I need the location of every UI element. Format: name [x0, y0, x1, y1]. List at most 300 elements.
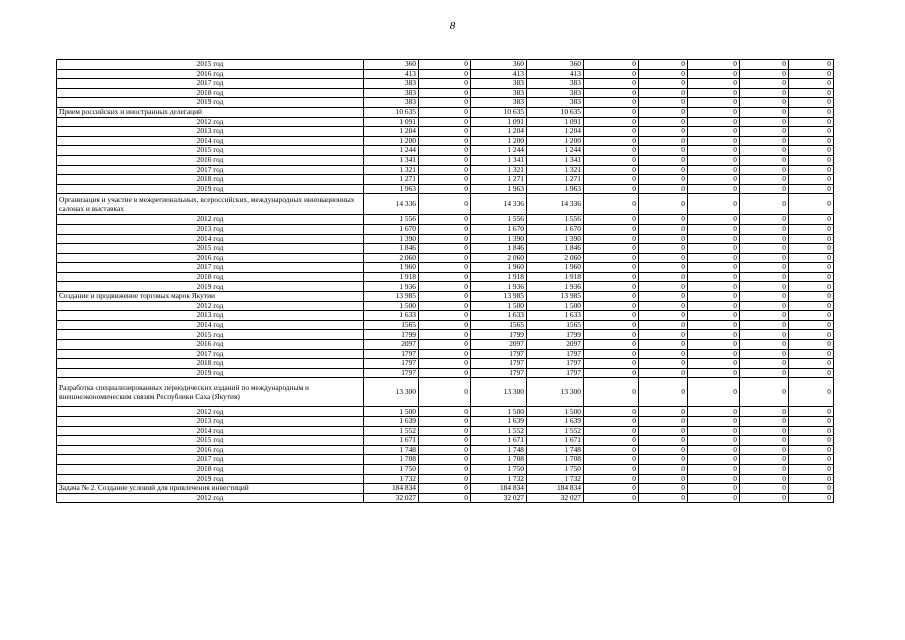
value-cell: 1 963 — [364, 184, 419, 194]
value-cell: 0 — [639, 234, 688, 244]
value-cell: 0 — [688, 272, 740, 282]
value-cell: 1797 — [527, 349, 584, 359]
value-cell: 1 960 — [364, 263, 419, 273]
value-cell: 0 — [639, 127, 688, 137]
value-cell: 184 834 — [364, 484, 419, 494]
value-cell: 0 — [584, 253, 639, 263]
value-cell: 0 — [740, 426, 789, 436]
value-cell: 383 — [364, 88, 419, 98]
value-cell: 1 244 — [527, 146, 584, 156]
year-label: 2013 год — [57, 417, 364, 427]
value-cell: 0 — [740, 272, 789, 282]
section-title: Прием российских и иностранных делегаций — [57, 107, 364, 117]
value-cell: 0 — [789, 417, 834, 427]
value-cell: 0 — [789, 155, 834, 165]
year-label: 2016 год — [57, 69, 364, 79]
value-cell: 1797 — [364, 359, 419, 369]
value-cell: 0 — [688, 69, 740, 79]
value-cell: 0 — [639, 194, 688, 215]
value-cell: 1 963 — [527, 184, 584, 194]
value-cell: 1 556 — [527, 215, 584, 225]
value-cell: 0 — [789, 194, 834, 215]
value-cell: 360 — [364, 60, 419, 70]
value-cell: 1 708 — [364, 455, 419, 465]
value-cell: 32 027 — [364, 493, 419, 503]
value-cell: 0 — [584, 407, 639, 417]
year-label: 2018 год — [57, 272, 364, 282]
value-cell: 0 — [688, 224, 740, 234]
value-cell: 0 — [419, 184, 471, 194]
value-cell: 0 — [639, 282, 688, 292]
value-cell: 0 — [419, 368, 471, 378]
year-label: 2012 год — [57, 301, 364, 311]
value-cell: 1 918 — [527, 272, 584, 282]
value-cell: 14 336 — [364, 194, 419, 215]
value-cell: 0 — [639, 301, 688, 311]
value-cell: 0 — [789, 320, 834, 330]
value-cell: 1 271 — [527, 175, 584, 185]
value-cell: 1 500 — [364, 301, 419, 311]
value-cell: 1 204 — [527, 127, 584, 137]
value-cell: 0 — [688, 301, 740, 311]
value-cell: 1 670 — [364, 224, 419, 234]
value-cell: 1 341 — [364, 155, 419, 165]
year-label: 2018 год — [57, 175, 364, 185]
year-label: 2015 год — [57, 60, 364, 70]
value-cell: 0 — [740, 407, 789, 417]
value-cell: 0 — [419, 493, 471, 503]
table-row-year — [57, 359, 834, 369]
value-cell: 184 834 — [471, 484, 527, 494]
value-cell: 0 — [740, 359, 789, 369]
value-cell: 0 — [584, 436, 639, 446]
value-cell: 0 — [419, 136, 471, 146]
value-cell: 0 — [688, 165, 740, 175]
value-cell: 1799 — [527, 330, 584, 340]
value-cell: 13 985 — [364, 292, 419, 302]
value-cell: 0 — [639, 407, 688, 417]
value-cell: 0 — [688, 359, 740, 369]
value-cell: 0 — [419, 127, 471, 137]
value-cell: 0 — [584, 107, 639, 117]
value-cell: 10 635 — [364, 107, 419, 117]
value-cell: 0 — [688, 349, 740, 359]
value-cell: 0 — [584, 194, 639, 215]
value-cell: 1 500 — [527, 407, 584, 417]
value-cell: 0 — [740, 60, 789, 70]
value-cell: 0 — [584, 175, 639, 185]
value-cell: 0 — [789, 378, 834, 407]
value-cell: 2 060 — [364, 253, 419, 263]
value-cell: 0 — [639, 417, 688, 427]
value-cell: 2097 — [527, 340, 584, 350]
value-cell: 0 — [584, 330, 639, 340]
value-cell: 0 — [789, 127, 834, 137]
value-cell: 0 — [584, 282, 639, 292]
table-row-year — [57, 184, 834, 194]
table-row-year — [57, 417, 834, 427]
value-cell: 1797 — [471, 359, 527, 369]
value-cell: 0 — [740, 301, 789, 311]
value-cell: 0 — [639, 60, 688, 70]
value-cell: 1 633 — [471, 311, 527, 321]
value-cell: 0 — [419, 464, 471, 474]
value-cell: 0 — [789, 263, 834, 273]
value-cell: 0 — [584, 155, 639, 165]
value-cell: 1 732 — [364, 474, 419, 484]
value-cell: 0 — [639, 253, 688, 263]
value-cell: 1 671 — [471, 436, 527, 446]
value-cell: 0 — [639, 244, 688, 254]
value-cell: 0 — [584, 493, 639, 503]
value-cell: 1797 — [364, 368, 419, 378]
value-cell: 0 — [688, 340, 740, 350]
value-cell: 1 748 — [471, 445, 527, 455]
value-cell: 0 — [639, 349, 688, 359]
value-cell: 0 — [639, 340, 688, 350]
value-cell: 0 — [584, 215, 639, 225]
value-cell: 0 — [789, 426, 834, 436]
value-cell: 0 — [688, 378, 740, 407]
value-cell: 0 — [419, 155, 471, 165]
value-cell: 0 — [584, 79, 639, 89]
value-cell: 0 — [419, 244, 471, 254]
value-cell: 0 — [419, 194, 471, 215]
value-cell: 0 — [789, 301, 834, 311]
value-cell: 0 — [740, 349, 789, 359]
table-row-year — [57, 407, 834, 417]
table-row-year — [57, 272, 834, 282]
value-cell: 14 336 — [527, 194, 584, 215]
value-cell: 0 — [789, 282, 834, 292]
year-label: 2012 год — [57, 117, 364, 127]
value-cell: 13 985 — [471, 292, 527, 302]
value-cell: 0 — [688, 330, 740, 340]
table-row-year — [57, 165, 834, 175]
year-label: 2014 год — [57, 136, 364, 146]
value-cell: 0 — [789, 244, 834, 254]
table-row-section — [57, 292, 834, 302]
value-cell: 0 — [740, 445, 789, 455]
value-cell: 0 — [688, 474, 740, 484]
value-cell: 1 936 — [364, 282, 419, 292]
section-title: Разработка специализированных периодических изданий по международным и внешнеэкономическим связям Республики Саха (Якутия) — [57, 378, 364, 407]
value-cell: 0 — [789, 359, 834, 369]
value-cell: 0 — [688, 407, 740, 417]
value-cell: 0 — [740, 155, 789, 165]
value-cell: 0 — [688, 368, 740, 378]
value-cell: 0 — [688, 282, 740, 292]
year-label: 2017 год — [57, 263, 364, 273]
value-cell: 1 500 — [471, 407, 527, 417]
value-cell: 0 — [740, 455, 789, 465]
value-cell: 383 — [471, 98, 527, 108]
value-cell: 2 060 — [471, 253, 527, 263]
value-cell: 0 — [688, 107, 740, 117]
table-row-year — [57, 340, 834, 350]
value-cell: 0 — [419, 311, 471, 321]
value-cell: 0 — [740, 107, 789, 117]
value-cell: 0 — [639, 436, 688, 446]
value-cell: 0 — [688, 60, 740, 70]
value-cell: 0 — [688, 244, 740, 254]
value-cell: 0 — [584, 117, 639, 127]
value-cell: 1 500 — [364, 407, 419, 417]
value-cell: 0 — [789, 484, 834, 494]
value-cell: 1 271 — [471, 175, 527, 185]
table-row-year — [57, 426, 834, 436]
value-cell: 0 — [639, 474, 688, 484]
value-cell: 0 — [584, 263, 639, 273]
value-cell: 0 — [789, 136, 834, 146]
value-cell: 0 — [419, 79, 471, 89]
value-cell: 0 — [584, 127, 639, 137]
value-cell: 0 — [639, 426, 688, 436]
value-cell: 0 — [419, 98, 471, 108]
table-row-year — [57, 464, 834, 474]
table-row-year — [57, 98, 834, 108]
value-cell: 0 — [639, 155, 688, 165]
value-cell: 0 — [639, 263, 688, 273]
year-label: 2015 год — [57, 244, 364, 254]
value-cell: 0 — [584, 60, 639, 70]
value-cell: 383 — [364, 98, 419, 108]
value-cell: 1 500 — [527, 301, 584, 311]
value-cell: 0 — [639, 320, 688, 330]
value-cell: 0 — [789, 88, 834, 98]
value-cell: 383 — [471, 79, 527, 89]
value-cell: 360 — [527, 60, 584, 70]
value-cell: 0 — [688, 311, 740, 321]
value-cell: 0 — [584, 184, 639, 194]
value-cell: 0 — [419, 146, 471, 156]
table-row-year — [57, 234, 834, 244]
value-cell: 1 091 — [364, 117, 419, 127]
value-cell: 413 — [471, 69, 527, 79]
value-cell: 383 — [471, 88, 527, 98]
table-row-year — [57, 253, 834, 263]
value-cell: 0 — [639, 107, 688, 117]
year-label: 2014 год — [57, 426, 364, 436]
year-label: 2014 год — [57, 234, 364, 244]
value-cell: 0 — [639, 88, 688, 98]
value-cell: 0 — [789, 349, 834, 359]
value-cell: 0 — [688, 88, 740, 98]
table-body — [57, 60, 834, 503]
year-label: 2012 год — [57, 493, 364, 503]
value-cell: 0 — [419, 224, 471, 234]
value-cell: 1565 — [471, 320, 527, 330]
table-row-year — [57, 474, 834, 484]
value-cell: 0 — [740, 136, 789, 146]
section-title: Задача № 2. Создание условий для привлечения инвестиций — [57, 484, 364, 494]
value-cell: 0 — [740, 234, 789, 244]
value-cell: 383 — [527, 79, 584, 89]
value-cell: 0 — [789, 234, 834, 244]
value-cell: 0 — [688, 136, 740, 146]
table-row-year — [57, 455, 834, 465]
value-cell: 0 — [419, 330, 471, 340]
value-cell: 0 — [688, 155, 740, 165]
year-label: 2016 год — [57, 253, 364, 263]
value-cell: 0 — [639, 455, 688, 465]
value-cell: 1797 — [364, 349, 419, 359]
value-cell: 0 — [789, 493, 834, 503]
value-cell: 413 — [527, 69, 584, 79]
value-cell: 0 — [789, 445, 834, 455]
value-cell: 0 — [789, 117, 834, 127]
value-cell: 0 — [584, 272, 639, 282]
value-cell: 0 — [419, 165, 471, 175]
value-cell: 1 748 — [364, 445, 419, 455]
table-row-year — [57, 117, 834, 127]
section-title: Организация и участие в межрегиональных, всероссийских, международных инновационных салонах и выставках — [57, 194, 364, 215]
value-cell: 0 — [584, 445, 639, 455]
value-cell: 1 960 — [527, 263, 584, 273]
value-cell: 2 060 — [527, 253, 584, 263]
table-row-year — [57, 349, 834, 359]
value-cell: 1 708 — [527, 455, 584, 465]
value-cell: 0 — [789, 272, 834, 282]
table-row-year — [57, 244, 834, 254]
value-cell: 0 — [639, 98, 688, 108]
value-cell: 0 — [688, 445, 740, 455]
value-cell: 1 341 — [471, 155, 527, 165]
value-cell: 1 750 — [471, 464, 527, 474]
value-cell: 1 633 — [527, 311, 584, 321]
value-cell: 14 336 — [471, 194, 527, 215]
value-cell: 1 244 — [364, 146, 419, 156]
value-cell: 1 846 — [527, 244, 584, 254]
year-label: 2012 год — [57, 215, 364, 225]
table-row-year — [57, 436, 834, 446]
value-cell: 0 — [688, 117, 740, 127]
value-cell: 0 — [789, 107, 834, 117]
value-cell: 1 750 — [364, 464, 419, 474]
value-cell: 0 — [740, 175, 789, 185]
table-row-year — [57, 155, 834, 165]
value-cell: 1 671 — [527, 436, 584, 446]
value-cell: 0 — [740, 263, 789, 273]
year-label: 2017 год — [57, 455, 364, 465]
year-label: 2018 год — [57, 464, 364, 474]
value-cell: 0 — [419, 292, 471, 302]
value-cell: 0 — [789, 292, 834, 302]
value-cell: 0 — [688, 320, 740, 330]
value-cell: 0 — [584, 368, 639, 378]
value-cell: 0 — [688, 292, 740, 302]
value-cell: 1 556 — [364, 215, 419, 225]
value-cell: 1 204 — [471, 127, 527, 137]
value-cell: 0 — [740, 117, 789, 127]
value-cell: 0 — [740, 69, 789, 79]
value-cell: 32 027 — [471, 493, 527, 503]
value-cell: 0 — [419, 117, 471, 127]
value-cell: 0 — [740, 253, 789, 263]
value-cell: 1565 — [364, 320, 419, 330]
value-cell: 1 960 — [471, 263, 527, 273]
value-cell: 10 635 — [527, 107, 584, 117]
value-cell: 1 846 — [471, 244, 527, 254]
table-row-year — [57, 60, 834, 70]
value-cell: 0 — [688, 263, 740, 273]
value-cell: 0 — [584, 455, 639, 465]
year-label: 2013 год — [57, 224, 364, 234]
value-cell: 1 552 — [364, 426, 419, 436]
table-row-year — [57, 224, 834, 234]
value-cell: 0 — [419, 417, 471, 427]
table-row-year — [57, 330, 834, 340]
value-cell: 0 — [639, 146, 688, 156]
value-cell: 0 — [419, 378, 471, 407]
value-cell: 0 — [688, 127, 740, 137]
value-cell: 0 — [639, 79, 688, 89]
value-cell: 0 — [639, 464, 688, 474]
table-row-year — [57, 79, 834, 89]
value-cell: 1 341 — [527, 155, 584, 165]
table-row-year — [57, 263, 834, 273]
value-cell: 1797 — [527, 368, 584, 378]
value-cell: 0 — [639, 311, 688, 321]
value-cell: 1 556 — [471, 215, 527, 225]
value-cell: 383 — [527, 88, 584, 98]
table-row-year — [57, 493, 834, 503]
value-cell: 0 — [419, 455, 471, 465]
value-cell: 0 — [419, 215, 471, 225]
value-cell: 0 — [688, 426, 740, 436]
table-row-year — [57, 311, 834, 321]
value-cell: 1 670 — [471, 224, 527, 234]
value-cell: 0 — [740, 79, 789, 89]
value-cell: 13 300 — [364, 378, 419, 407]
page-number: 8 — [449, 20, 456, 32]
value-cell: 0 — [789, 69, 834, 79]
value-cell: 1 846 — [364, 244, 419, 254]
value-cell: 0 — [789, 253, 834, 263]
value-cell: 0 — [789, 146, 834, 156]
value-cell: 0 — [419, 340, 471, 350]
year-label: 2018 год — [57, 88, 364, 98]
value-cell: 1 708 — [471, 455, 527, 465]
value-cell: 32 027 — [527, 493, 584, 503]
value-cell: 1 204 — [364, 127, 419, 137]
value-cell: 0 — [584, 98, 639, 108]
value-cell: 0 — [740, 474, 789, 484]
value-cell: 0 — [419, 349, 471, 359]
value-cell: 0 — [639, 445, 688, 455]
value-cell: 0 — [639, 359, 688, 369]
value-cell: 0 — [740, 215, 789, 225]
value-cell: 0 — [419, 175, 471, 185]
value-cell: 1 500 — [471, 301, 527, 311]
value-cell: 0 — [419, 474, 471, 484]
value-cell: 1 633 — [364, 311, 419, 321]
value-cell: 383 — [364, 79, 419, 89]
value-cell: 0 — [419, 234, 471, 244]
value-cell: 0 — [688, 215, 740, 225]
value-cell: 1797 — [527, 359, 584, 369]
value-cell: 0 — [639, 165, 688, 175]
year-label: 2016 год — [57, 340, 364, 350]
value-cell: 0 — [688, 493, 740, 503]
value-cell: 0 — [419, 436, 471, 446]
section-title: Создание и продвижение торговых марок Якутии — [57, 292, 364, 302]
value-cell: 0 — [584, 311, 639, 321]
value-cell: 0 — [639, 330, 688, 340]
value-cell: 1 321 — [471, 165, 527, 175]
value-cell: 0 — [688, 455, 740, 465]
table-row-year — [57, 215, 834, 225]
